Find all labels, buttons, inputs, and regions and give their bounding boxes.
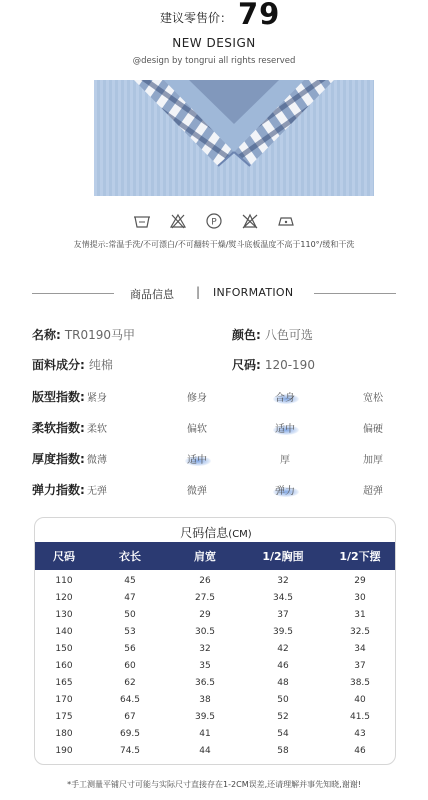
table-cell: 48 [277, 678, 289, 689]
size-table-title-text: 尺码信息 [180, 526, 229, 540]
no-tumble-dry-icon [240, 211, 260, 231]
index-option: 加厚 [363, 455, 383, 466]
table-cell: 46 [277, 661, 289, 672]
product-name-value: TR0190马甲 [64, 328, 136, 342]
product-color-key: 颜色: [232, 328, 261, 342]
table-cell: 120 [55, 592, 73, 603]
table-row [35, 640, 396, 657]
table-cell: 165 [55, 678, 73, 689]
index-row [0, 479, 428, 499]
index-option: 超弹 [363, 486, 383, 497]
table-cell: 27.5 [194, 592, 216, 603]
price-row [0, 0, 428, 30]
index-label: 版型指数: [32, 390, 85, 404]
table-cell: 32 [199, 643, 211, 654]
table-row [35, 657, 396, 674]
table-cell: 35 [199, 661, 211, 672]
table-row [35, 572, 396, 589]
index-option-selected: 合身 [260, 389, 310, 404]
table-cell: 34 [354, 643, 366, 654]
table-cell: 62 [124, 678, 136, 689]
index-option: 微弹 [187, 486, 207, 497]
section-title-cn: 商品信息 [130, 288, 174, 301]
index-option: 偏软 [187, 424, 207, 435]
index-row [0, 448, 428, 468]
table-cell: 37 [354, 661, 366, 672]
index-option: 紧身 [87, 393, 107, 404]
index-label: 弹力指数: [32, 483, 85, 497]
product-color [232, 326, 313, 343]
index-label: 厚度指数: [32, 452, 85, 466]
table-cell: 44 [199, 746, 211, 757]
table-cell: 54 [277, 729, 289, 740]
table-cell: 50 [277, 695, 289, 706]
table-cell: 130 [55, 609, 73, 620]
table-cell: 38.5 [349, 678, 371, 689]
index-option: 宽松 [363, 393, 383, 404]
table-cell: 170 [55, 695, 73, 706]
table-cell: 67 [124, 712, 136, 723]
divider-right [314, 293, 396, 294]
price-value: 79 [238, 0, 281, 31]
index-option: 无弹 [87, 486, 107, 497]
table-cell: 36.5 [194, 678, 216, 689]
table-row [35, 743, 396, 760]
size-table-title [35, 524, 396, 541]
table-cell: 60 [124, 661, 136, 672]
hand-wash-icon [132, 211, 152, 231]
index-option: 修身 [187, 393, 207, 404]
table-cell: 41.5 [349, 712, 371, 723]
price-label: 建议零售价： [160, 11, 233, 25]
table-cell: 175 [55, 712, 73, 723]
index-option-selected: 适中 [260, 420, 310, 435]
size-header-cell: 1/2下摆 [339, 550, 381, 563]
table-cell: 58 [277, 746, 289, 757]
size-table-header [35, 542, 396, 570]
product-size-value: 120-190 [264, 358, 315, 372]
care-icons-row [0, 211, 428, 231]
product-name [32, 326, 135, 343]
dry-clean-p-icon [204, 211, 224, 231]
table-row [35, 726, 396, 743]
size-header-cell: 衣长 [119, 550, 141, 563]
table-cell: 69.5 [119, 729, 141, 740]
table-cell: 160 [55, 661, 73, 672]
table-cell: 29 [199, 609, 211, 620]
table-cell: 56 [124, 643, 136, 654]
table-cell: 40 [354, 695, 366, 706]
section-title-en: INFORMATION [213, 286, 294, 299]
vest-neckline-image [94, 80, 374, 196]
product-color-value: 八色可选 [264, 328, 313, 342]
table-cell: 30 [354, 592, 366, 603]
table-cell: 110 [55, 575, 73, 586]
size-table [34, 517, 396, 765]
index-option: 偏硬 [363, 424, 383, 435]
table-cell: 32 [277, 575, 289, 586]
index-option: 厚 [280, 455, 290, 466]
table-cell: 46 [354, 746, 366, 757]
table-cell: 41 [199, 729, 211, 740]
product-size [232, 356, 315, 373]
table-cell: 39.5 [194, 712, 216, 723]
design-title: NEW DESIGN [172, 36, 256, 50]
table-row [35, 606, 396, 623]
svg-text:P: P [211, 217, 217, 228]
table-row [35, 709, 396, 726]
product-fabric [32, 356, 113, 373]
table-cell: 140 [55, 626, 73, 637]
section-separator: | [196, 285, 201, 299]
table-cell: 45 [124, 575, 136, 586]
table-cell: 29 [354, 575, 366, 586]
table-cell: 47 [124, 592, 136, 603]
index-option: 微薄 [87, 455, 107, 466]
product-size-key: 尺码: [232, 358, 261, 372]
index-row [0, 417, 428, 437]
table-cell: 26 [199, 575, 211, 586]
table-cell: 190 [55, 746, 73, 757]
table-cell: 38 [199, 695, 211, 706]
size-table-unit: (CM) [228, 529, 252, 540]
product-fabric-value: 纯棉 [88, 358, 113, 372]
table-cell: 32.5 [349, 626, 371, 637]
table-cell: 53 [124, 626, 136, 637]
table-cell: 39.5 [272, 626, 294, 637]
table-cell: 37 [277, 609, 289, 620]
no-bleach-icon [168, 211, 188, 231]
size-table-body [35, 572, 396, 760]
size-header-cell: 尺码 [53, 550, 75, 563]
table-cell: 150 [55, 643, 73, 654]
divider-left [32, 293, 114, 294]
product-name-key: 名称: [32, 328, 61, 342]
table-cell: 34.5 [272, 592, 294, 603]
table-cell: 74.5 [119, 746, 141, 757]
table-row [35, 692, 396, 709]
index-option: 柔软 [87, 424, 107, 435]
low-iron-icon [276, 211, 296, 231]
table-row [35, 675, 396, 692]
section-header [0, 286, 428, 302]
table-cell: 30.5 [194, 626, 216, 637]
table-cell: 52 [277, 712, 289, 723]
table-cell: 43 [354, 729, 366, 740]
size-header-cell: 1/2胸围 [262, 550, 304, 563]
index-label: 柔软指数: [32, 421, 85, 435]
care-tip: 友情提示:常温手洗/不可漂白/不可翻转干燥/熨斗底板温度不高于110°/缓和干洗 [73, 240, 355, 249]
table-cell: 180 [55, 729, 73, 740]
table-row [35, 589, 396, 606]
index-option-selected: 弹力 [260, 482, 310, 497]
table-cell: 64.5 [119, 695, 141, 706]
table-cell: 31 [354, 609, 366, 620]
index-option-selected: 适中 [172, 451, 222, 466]
product-fabric-key: 面料成分: [32, 358, 85, 372]
size-header-cell: 肩宽 [194, 550, 216, 563]
table-cell: 42 [277, 643, 289, 654]
index-row [0, 386, 428, 406]
table-cell: 50 [124, 609, 136, 620]
product-photo [94, 80, 374, 196]
footnote: *手工测量平铺尺寸可能与实际尺寸直接存在1-2CM误差,还请理解并事先知晓,谢谢! [67, 780, 361, 789]
table-row [35, 623, 396, 640]
design-subtitle: @design by tongrui all rights reserved [132, 56, 296, 66]
